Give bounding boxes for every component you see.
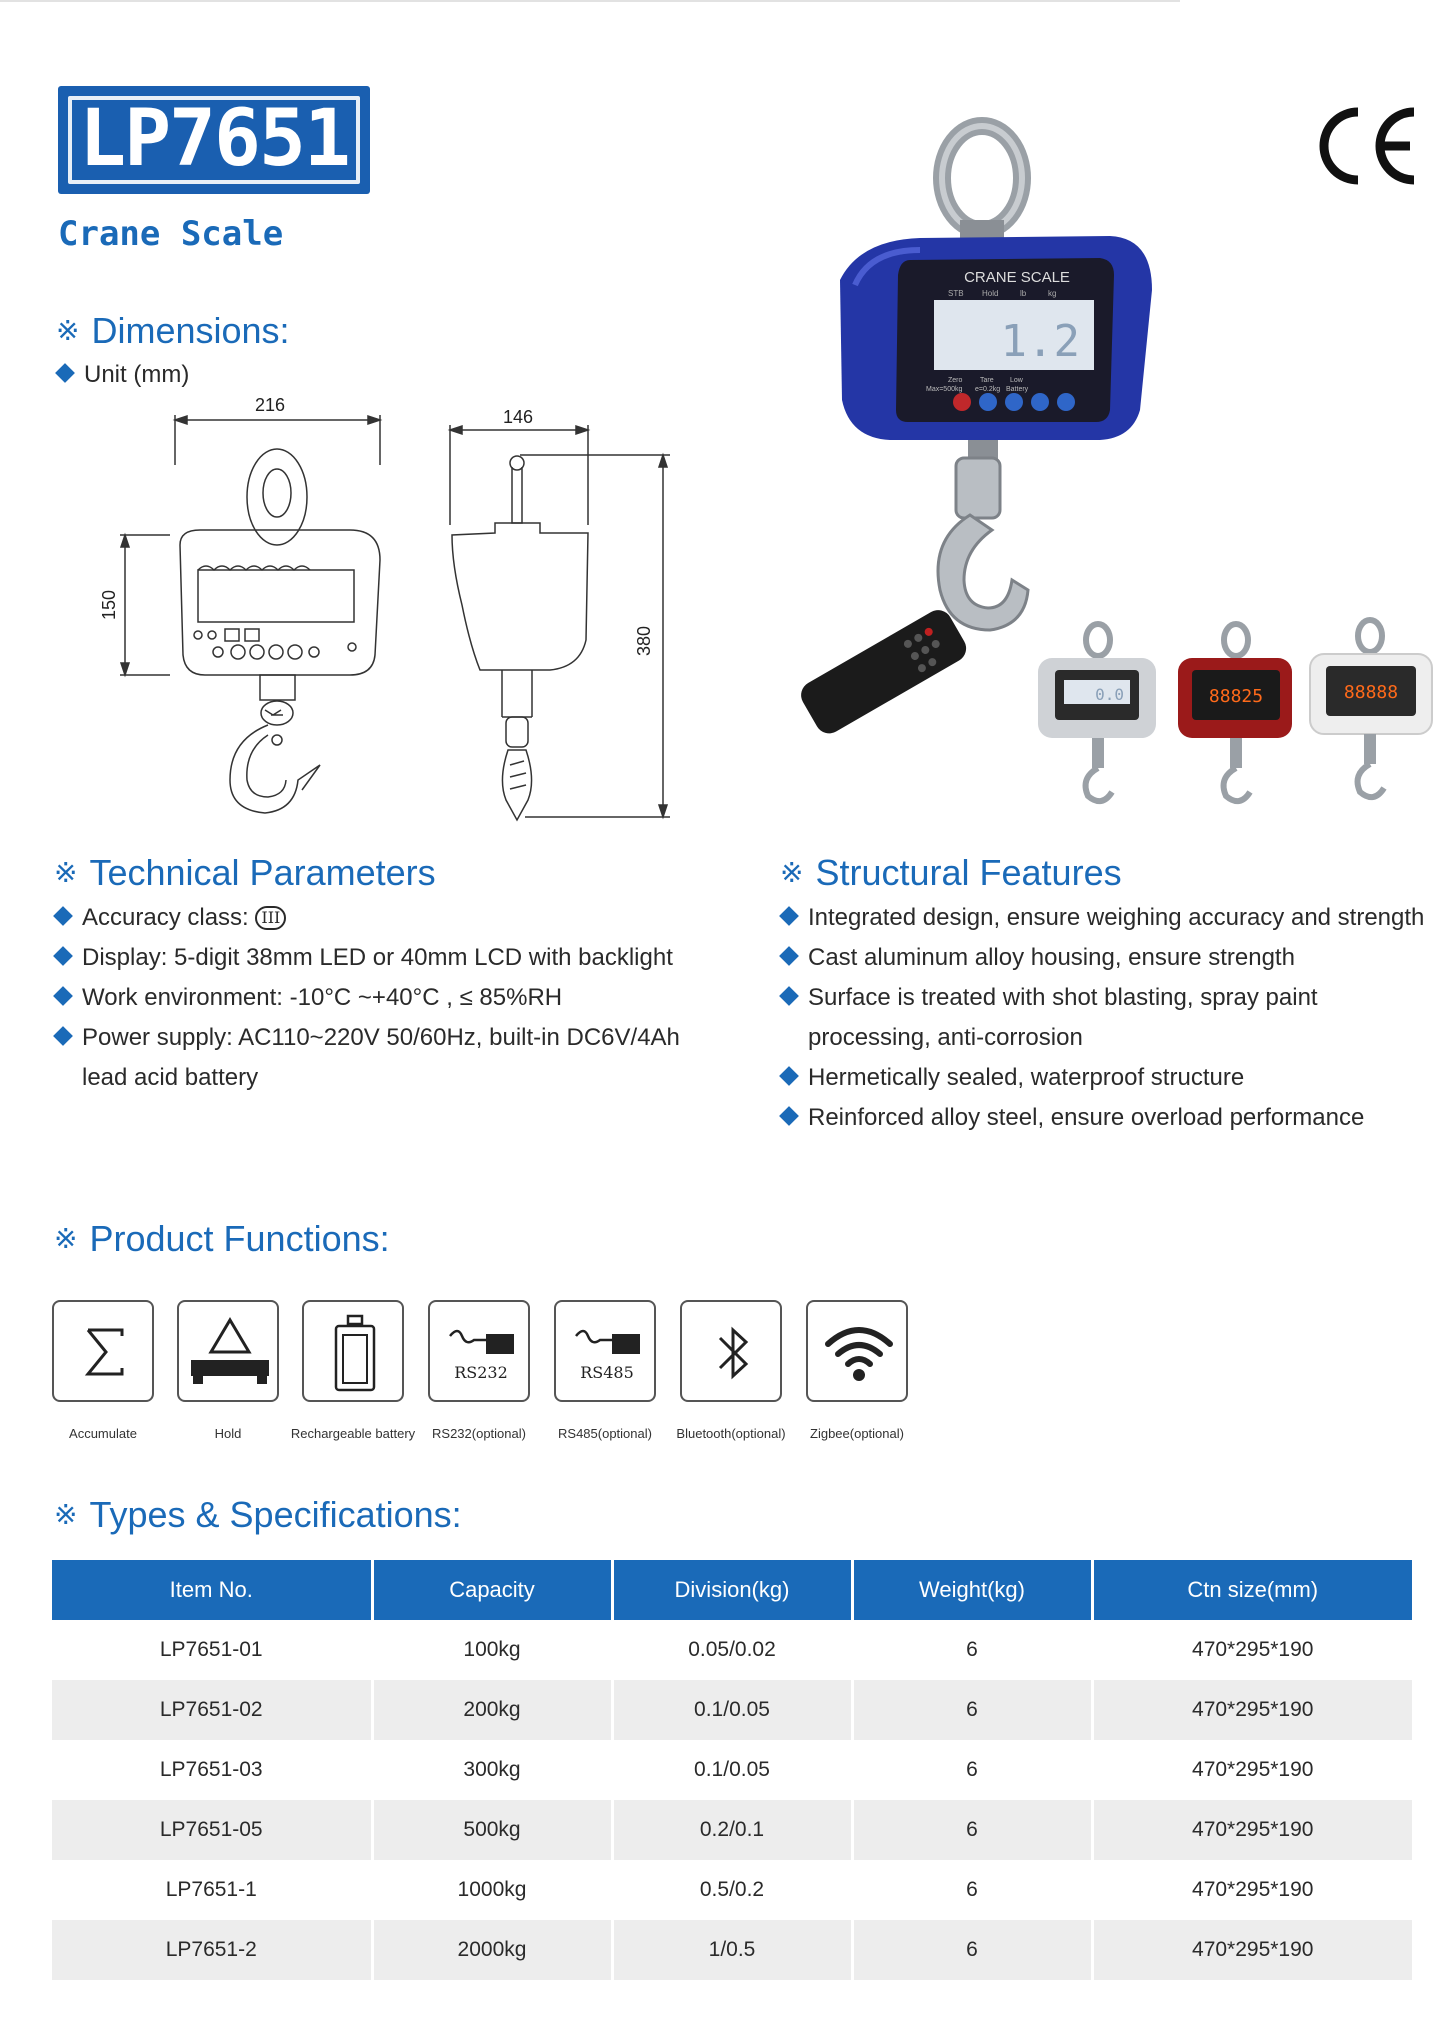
table-row (52, 1920, 1412, 1980)
tech-item-accuracy: Accuracy class: III (56, 898, 680, 938)
diamond-bullet-icon (779, 946, 799, 966)
cell-ctn-size: 470*295*190 (1192, 1758, 1314, 1781)
display-footer-battery: Battery (1006, 386, 1029, 393)
cell-item-no: LP7651-02 (52, 1680, 372, 1740)
table-row (52, 1800, 1412, 1860)
bluetooth-icon (682, 1302, 784, 1404)
display-footer-max: Max=500kg (926, 386, 963, 393)
cell-weight: 6 (852, 1860, 1092, 1920)
reference-mark-icon: ※ (54, 1222, 78, 1255)
structural-heading: ※ Structural Features (780, 852, 1122, 893)
cell-weight: 6 (852, 1620, 1092, 1680)
variant-silver (1038, 624, 1156, 801)
cell-weight: 6 (852, 1800, 1092, 1860)
model-number: LP7651 (79, 94, 349, 184)
cell-weight: 6 (852, 1680, 1092, 1740)
variant-red (1178, 624, 1292, 801)
cell-ctn-size: 470*295*190 (1192, 1638, 1314, 1661)
total-height-dimension: 380 (634, 625, 654, 657)
diamond-bullet-icon (55, 363, 75, 383)
rs485-text: RS485 (580, 1363, 634, 1382)
variant-white-value: 88888 (1343, 682, 1399, 703)
cell-capacity: 500kg (372, 1800, 612, 1860)
function-battery (302, 1300, 404, 1402)
functions-heading: ※ Product Functions: (54, 1218, 390, 1259)
function-rs485 (554, 1300, 656, 1402)
cell-weight: 6 (852, 1920, 1092, 1980)
cell-division: 0.2/0.1 (612, 1800, 852, 1860)
function-label-accumulate: Accumulate (69, 1426, 137, 1441)
col-weight: Weight(kg) (852, 1560, 1092, 1620)
diamond-bullet-icon (779, 986, 799, 1006)
technical-list (56, 898, 680, 1098)
display-brand: CRANE SCALE (964, 269, 1070, 286)
cell-ctn-size: 470*295*190 (1192, 1878, 1314, 1901)
display-label-lb: lb (1020, 289, 1027, 298)
wifi-icon (808, 1302, 910, 1404)
display-label-hold: Hold (982, 289, 999, 298)
function-label-rs485: RS485(optional) (558, 1426, 652, 1441)
function-hold (177, 1300, 279, 1402)
display-value: 1.2 (1000, 316, 1080, 367)
function-zigbee (806, 1300, 908, 1402)
variant-silver-value: 0.0 (1095, 685, 1124, 704)
front-view-drawing (90, 395, 410, 835)
cell-capacity: 100kg (372, 1620, 612, 1680)
cell-item-no: LP7651-05 (52, 1800, 372, 1860)
table-row (52, 1680, 1412, 1740)
cell-division: 0.05/0.02 (612, 1620, 852, 1680)
display-footer-zero: Zero (948, 377, 963, 384)
function-label-rs232: RS232(optional) (432, 1426, 526, 1441)
table-header-row (52, 1560, 1412, 1620)
struct-item-alloy: Reinforced alloy steel, ensure overload performance (782, 1098, 1424, 1138)
col-division: Division(kg) (612, 1560, 852, 1620)
height-dimension: 150 (99, 589, 119, 621)
diamond-bullet-icon (53, 986, 73, 1006)
variant-white (1310, 620, 1432, 797)
function-label-battery: Rechargeable battery (290, 1426, 416, 1441)
model-logo (58, 86, 370, 194)
struct-item-housing: Cast aluminum alloy housing, ensure strength (782, 938, 1424, 978)
function-label-zigbee: Zigbee(optional) (810, 1426, 904, 1441)
cell-division: 1/0.5 (612, 1920, 852, 1980)
unit-note: Unit (mm) (58, 355, 189, 395)
struct-item-integrated: Integrated design, ensure weighing accuracy and strength (782, 898, 1424, 938)
rs485-icon (556, 1302, 658, 1404)
accuracy-class-symbol: III (255, 906, 286, 930)
diamond-bullet-icon (779, 1106, 799, 1126)
function-label-bluetooth: Bluetooth(optional) (676, 1426, 786, 1441)
col-capacity: Capacity (372, 1560, 612, 1620)
rs232-icon (430, 1302, 532, 1404)
reference-mark-icon: ※ (54, 1498, 78, 1531)
reference-mark-icon: ※ (54, 856, 78, 889)
diamond-bullet-icon (779, 1066, 799, 1086)
table-row (52, 1740, 1412, 1800)
cell-item-no: LP7651-1 (52, 1860, 372, 1920)
dimensions-heading: ※ Dimensions: (56, 310, 290, 351)
tech-item-environment: Work environment: -10°C ~+40°C , ≤ 85%RH (56, 978, 680, 1018)
display-footer-low: Low (1010, 377, 1023, 384)
specs-heading: ※ Types & Specifications: (54, 1494, 462, 1535)
cell-capacity: 200kg (372, 1680, 612, 1740)
struct-item-surface-continued: processing, anti-corrosion (808, 1024, 1083, 1051)
battery-icon (304, 1302, 406, 1404)
rs232-text: RS232 (454, 1363, 508, 1382)
cell-capacity: 2000kg (372, 1920, 612, 1980)
display-footer-e: e=0.2kg (975, 386, 1001, 393)
tech-item-power: Power supply: AC110~220V 50/60Hz, built-in DC6V/4Ah (56, 1018, 680, 1058)
struct-item-sealed: Hermetically sealed, waterproof structure (782, 1058, 1424, 1098)
cell-capacity: 300kg (372, 1740, 612, 1800)
cell-item-no: LP7651-03 (52, 1740, 372, 1800)
width-dimension: 216 (254, 395, 286, 415)
function-bluetooth (680, 1300, 782, 1402)
product-photo (780, 110, 1440, 830)
side-view-drawing (440, 405, 690, 835)
cell-capacity: 1000kg (372, 1860, 612, 1920)
technical-heading: ※ Technical Parameters (54, 852, 436, 893)
cell-ctn-size: 470*295*190 (1092, 1920, 1412, 1980)
cell-division: 0.1/0.05 (612, 1740, 852, 1800)
depth-dimension: 146 (502, 407, 534, 427)
sigma-icon (54, 1302, 156, 1404)
diamond-bullet-icon (53, 946, 73, 966)
diamond-bullet-icon (53, 906, 73, 926)
cell-ctn-size: 470*295*190 (1092, 1800, 1412, 1860)
tech-item-display: Display: 5-digit 38mm LED or 40mm LCD with backlight (56, 938, 680, 978)
struct-item-surface: Surface is treated with shot blasting, spray paint (782, 978, 1424, 1018)
cell-item-no: LP7651-2 (52, 1920, 372, 1980)
specs-table (52, 1560, 1412, 1980)
top-divider (0, 0, 1180, 2)
cell-item-no: LP7651-01 (52, 1620, 372, 1680)
structural-list (782, 898, 1424, 1138)
function-rs232 (428, 1300, 530, 1402)
table-row (52, 1860, 1412, 1920)
cell-weight: 6 (852, 1740, 1092, 1800)
diamond-bullet-icon (53, 1026, 73, 1046)
display-label-kg: kg (1048, 289, 1057, 298)
variant-red-value: 88825 (1208, 686, 1264, 707)
tech-item-power-continued: lead acid battery (82, 1064, 259, 1091)
cell-division: 0.1/0.05 (612, 1680, 852, 1740)
reference-mark-icon: ※ (780, 856, 804, 889)
diamond-bullet-icon (779, 906, 799, 926)
display-label-stb: STB (948, 289, 964, 298)
col-ctn-size: Ctn size(mm) (1092, 1560, 1412, 1620)
cell-ctn-size: 470*295*190 (1092, 1680, 1412, 1740)
display-footer-tare: Tare (980, 377, 994, 384)
function-label-hold: Hold (214, 1426, 242, 1441)
cell-division: 0.5/0.2 (612, 1860, 852, 1920)
col-item-no: Item No. (52, 1560, 372, 1620)
function-accumulate (52, 1300, 154, 1402)
reference-mark-icon: ※ (56, 314, 80, 347)
table-row (52, 1620, 1412, 1680)
hold-icon (179, 1302, 281, 1404)
product-subtitle: Crane Scale (58, 214, 284, 254)
